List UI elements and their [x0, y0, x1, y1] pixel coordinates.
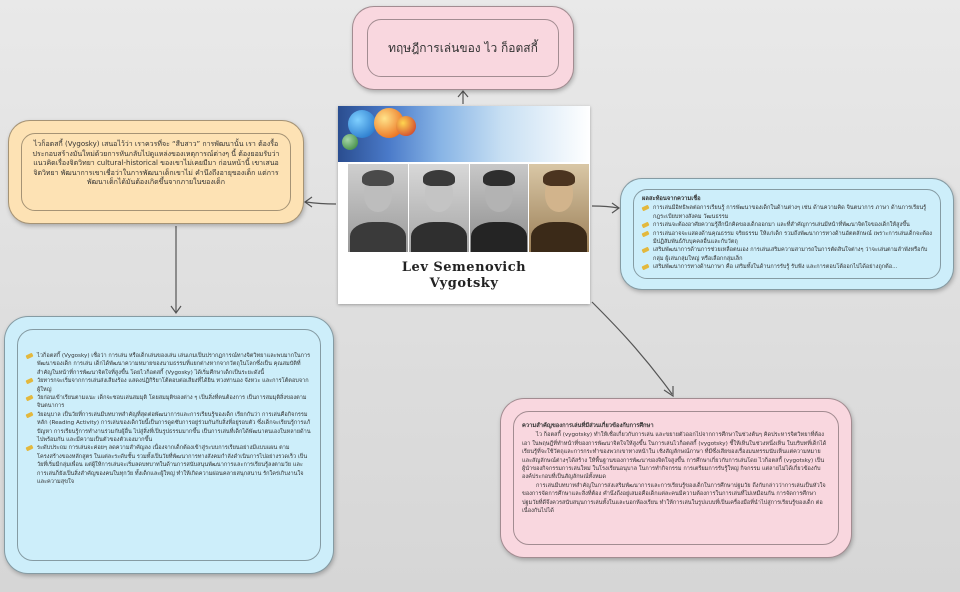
play-education-node[interactable] — [500, 398, 852, 558]
portrait-photo — [529, 164, 589, 252]
pencil-icon — [642, 247, 650, 253]
vygotsky-proposal-text: ไวก็อตสกี้ (Vygosky) เสนอไว้ว่า เราควรที่จะ “สืบสาว” การพัฒนานั้น เรา ต้องรื้อประกอบสร้างมันใหม่ด้วยการหันกลับไปดูแหล่งของเหตุการณ์ต่างๆ นี้ ต้องยอมรับว่า แนวคิดเรื่องจิตวิทยา cultural-historical ของเขาไม่เคยมีมา ก่อนหน้านี้ เขาเสนอจิตวิทยา พัฒนาการเขาเชื่อว่าในการพัฒนาเด็กเขาไม่ คำนึงถึงอายุของเด็ก แต่การพัฒนาเด็กได้มันต้องเกิดขึ้นจากภายในของเด็ก — [32, 140, 280, 186]
paragraph: ไว ก็อตสกี้ (vygotsky) ทำให้เชื่อเกี่ยวกับการเล่น และขยายตัวออกไปจากการศึกษาในช่วงต้นๆ คิดประหารจิตวิทยาที่ต้องเอา ในพฤษฎีที่ทำหน้าที่ของการพัฒนาจิตใจให้สูงขึ้น ในการเล่นไวก็อตสกี้ (vygotsky) ชี้ให้เห็นในช่วงหนึ่งเห็น ในบริบทที่เด็กได้เรียนรู้ที่จะใช้วัตถุและการกระทำของพวกเขาทางหน้าใน เชิงสัญลักษณ์ภาษา ที่มีซึ่งเสียของเรื่องมนทรรมนับเห็นแต่ความหมายและสัญลักษณ์ต่างๆได้สร้าง ให้พื้นฐานของการพัฒนาของจิตใจสูงขึ้น การศึกษาเกี่ยวกับการเล่นโดย ไวก็อตสกี้ (vygotsky) เป็นผู้นำของกิจกรรมการเล่นใหม่ ในโรงเรียนอนุบาล ในการทำกิจกรรม การเตรียมการรับรู้ใหญ่ กิจกรรม แต่ลายไม่ได้เกี่ยวข้องกับองค์ประกอบที่เป็นสัญลักษณ์ทั้งหมด — [522, 432, 827, 481]
pencil-icon — [642, 205, 650, 211]
photo-caption — [338, 260, 590, 292]
list-item: การเล่นจะต้องอาศัยความรู้สึกนึกคิดของเด็กออกมา และที่สำคัญการเล่นมีหน้าที่พัฒนาจิตใจของเด็กให้สูงขึ้น — [642, 221, 932, 229]
list-item: การเล่นมีอิทธิพลต่อการเรียนรู้ การพัฒนาของเด็กในด้านต่างๆ เช่น ด้านความคิด จินตนาการ ภาษา ด้านการเรียนรู้กฎระเบียบทางสังคม วัฒนธรรม — [642, 204, 932, 221]
pencil-icon — [642, 222, 650, 228]
list-item: วัยทารกจะเริ่มจากการเล่นส่งเสียงร้อง แสดงปฏิกิริยาโต้ตอบต่อเสียงที่ได้ยิน ทวงท่านอง จังหวะ และการโต้ตอบจากผู้ใหญ่ — [26, 377, 312, 394]
list-item: ไวก็อตสกี้ (Vygosky) เชื่อว่า การเล่น หรือเด็กเล่นของเล่น เล่นเกมเป็นปรากฏการณ์ทางจิตวิทยาและพบมากในการพัฒนาของเด็ก การเล่น เด็กได้พัฒนาความหมายของนามธรรมที่แยกต่างหากจากวัตถุในโลกซึ่งเป็น คุณสมบัติที่สำคัญในหน้าที่การพัฒนาจิตใจที่สูงขึ้น โดยไวก็อตสกี้ (Vygosky) ได้เริ่มศึกษาเด็กเป็นระยะดังนี้ — [26, 352, 312, 377]
balloon-banner — [338, 106, 590, 162]
connector-to-left — [306, 202, 336, 204]
center-image-vygotsky[interactable] — [338, 106, 590, 304]
play-stages-inner — [17, 329, 321, 561]
portrait-photo — [348, 164, 408, 252]
title-node[interactable] — [352, 6, 574, 90]
balloon-icon — [396, 116, 416, 136]
caption-line2: Vygotsky — [429, 276, 499, 291]
portrait-photo — [409, 164, 469, 252]
list-item: ระดับประถม การเล่นจะค่อยๆ ลดความสำคัญลง เนื่องจากเด็กต้องเข้าสู่ระบบการเรียนอย่างมีแบบแผน ตามโครงสร้างของหลักสูตร ในแต่ละระดับชั้น รวมทั้งเป็นวัยที่พัฒนาการทางสังคมกำลังดำเนินการไปอย่างรวดเร็ว เป็นวัยที่เริ่มมีกลุ่มเพื่อน แต่ผู้ให้การเล่นจะเริ่มลดบทบาทในด้านการสนับสนุนพัฒนาการและการเรียนรู้ลงตามวัย และการเล่นก็ยังเป็นสิ่งสำคัญของคนในทุกวัย ทั้งเด็กและผู้ใหญ่ ทำให้เกิดความผ่อนคลายสนุกสนาน รักใคร่เกิบงานใจ และความสุขใจ — [26, 444, 312, 486]
play-education-inner — [513, 411, 839, 545]
pencil-icon — [26, 353, 34, 359]
vygotsky-proposal-inner — [21, 133, 291, 211]
belief-reflection-heading: ผลสะท้อนจากความเชื่อ — [642, 196, 701, 202]
play-stages-node[interactable] — [4, 316, 334, 574]
list-item: วัยก่อนเข้าเรียนตามแนะ เด็กจะชอบเล่นสมมุติ โดยสมมุติของต่าง ๆ เป็นสิ่งที่ตนต้องการ เป็นการสมมุติสิ่งของตามจินตนาการ — [26, 394, 312, 411]
list-item: วัยอนุบาล เป็นวัยที่การเล่นมีบทบาทสำคัญที่สุดต่อพัฒนาการและการเรียนรู้ของเด็ก เรียกกันว่า การเล่นคือกิจกรรมหลัก (Reading Activity) การเล่นของเด็กวัยนี้เป็นการดูดซับการอยู่ร่วมกันกับสิ่งที่อยู่รอบตัว ซึ่งเด็กจะเรียนรู้การแก้ปัญหา การเรียนรู้การทำงานร่วมกับผู้อื่น ไปสู่สิ่งที่เป็นรูปธรรมมากขึ้น เป็นการเล่นที่เด็กได้พัฒนาตนเองในหลายด้านไปพร้อมกัน และมีความเป็นตัวของตัวเองมากขึ้น — [26, 411, 312, 445]
title-text: ทฤษฎีการเล่นของ ไว ก็อตสกี้ — [388, 40, 538, 55]
pencil-icon — [26, 378, 34, 384]
pencil-icon — [642, 264, 650, 270]
belief-reflection-node[interactable] — [620, 178, 954, 290]
list-item: เสริมพัฒนาการทางด้านภาษา คือ เสริมทั้งในด้านการรับรู้ รับฟัง และการตอบโต้ออกไปได้อย่างถูกต้อ... — [642, 263, 932, 271]
vygotsky-proposal-node[interactable] — [8, 120, 304, 224]
play-education-heading: ความสำคัญของการเล่นที่มีส่วนเกี่ยวข้องกับการศึกษา — [522, 423, 654, 429]
pencil-icon — [642, 231, 650, 237]
pencil-icon — [26, 395, 34, 401]
connector-to-bottom-right — [592, 302, 672, 394]
title-node-inner — [367, 19, 559, 77]
paragraph: การเล่นมีบทบาทสำคัญในการส่งเสริมพัฒนาการและการเรียนรู้ของเด็กในการศึกษาปฐมวัย ถึงกับกล่าวว่าการเล่นเป็นหัวใจของการจัดการศึกษาและสิ่งที่ต้อง คำนึงถึงอยู่เสมอคือเด็กแต่ละคนมีความต้องการในการเล่นที่ไม่เหมือนกัน การจัดการศึกษาปฐมวัยที่ดีจึงควรสนับสนุนการเล่นทั้งในและนอกห้องเรียน ทำให้การเล่นในรูปแบบที่เป็นเครื่องมือที่นำไปสู่การเรียนรู้ของเด็ก ต่อเนื่องกันไปได้ — [522, 482, 826, 515]
connector-to-right — [592, 206, 618, 208]
pencil-icon — [26, 445, 34, 451]
belief-reflection-inner — [633, 189, 941, 279]
list-item: เสริมพัฒนาการด้านการช่วยเหลือตนเอง การเล่นเสริมความสามารถในการตัดสินใจต่างๆ ว่าจะเล่นตามลำพังหรือกับกลุ่ม ผู้เล่นกลุ่มใหญ่ หรือเลือกกลุ่มเล็ก — [642, 246, 932, 263]
portrait-photo — [470, 164, 528, 252]
caption-line1: Lev Semenovich — [401, 260, 527, 275]
list-item: การเล่นอาจจะแสดงด้านคุณธรรม จริยธรรม ให้แก่เด็ก รวมถึงพัฒนาการทางด้านอัตตลักษณ์ เพราะการเล่นเด็กจะต้องมีปฏิสัมพันธ์กับบุคคลอื่นและกับวัตถุ — [642, 230, 932, 247]
balloon-icon — [342, 134, 358, 150]
pencil-icon — [26, 412, 34, 418]
